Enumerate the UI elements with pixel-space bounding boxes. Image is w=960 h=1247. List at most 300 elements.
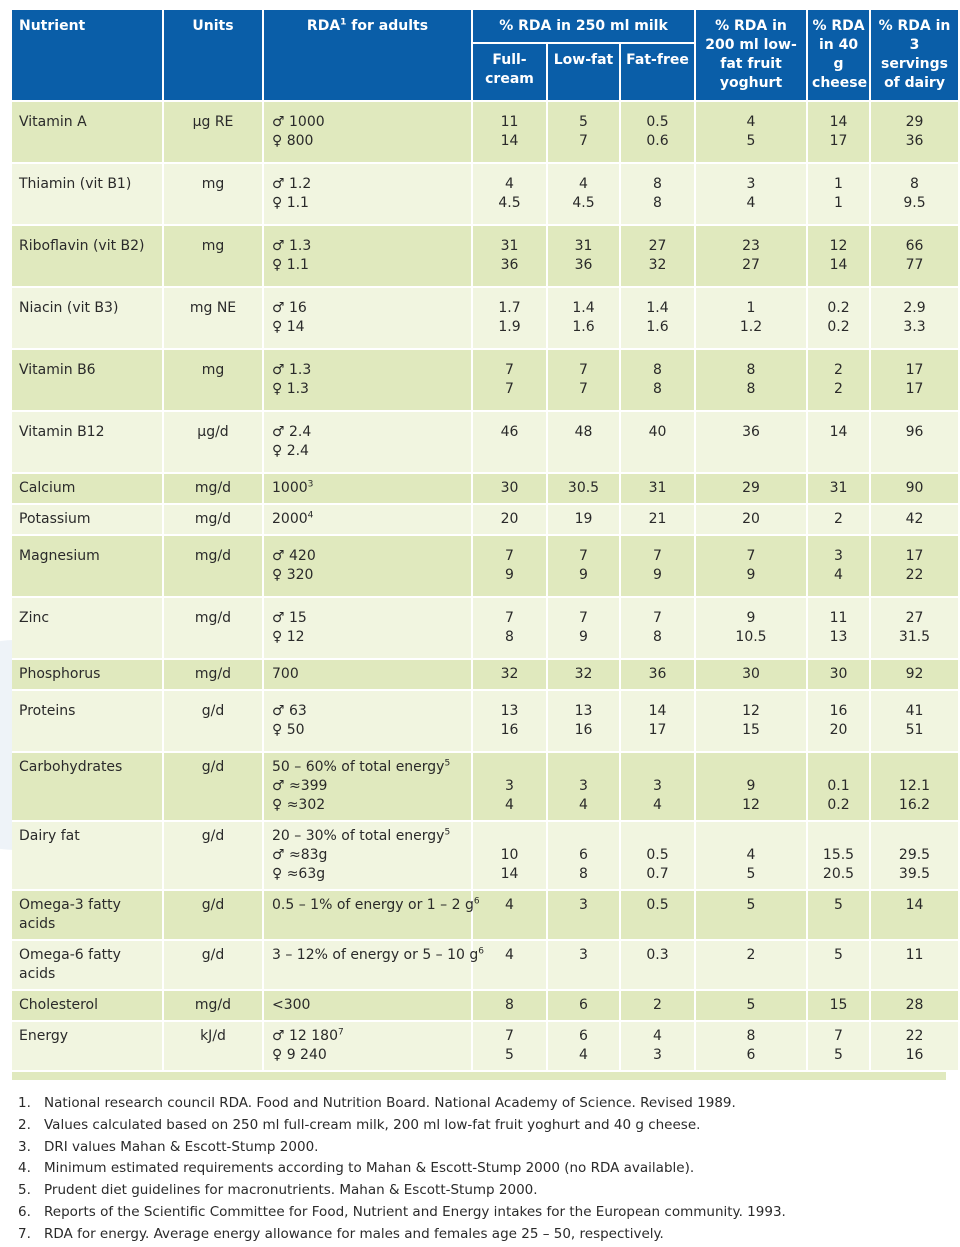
- rda-line-footnote-ref: 3: [307, 479, 314, 490]
- value-cheese: [808, 1022, 869, 1072]
- table-row: [12, 941, 958, 991]
- value-line: 11: [500, 114, 519, 130]
- value-line: 15: [742, 722, 760, 738]
- nutrient-unit: mg/d: [164, 598, 262, 660]
- table-row: [12, 505, 958, 536]
- value-cheese: [808, 350, 869, 412]
- value-line: 7: [505, 1028, 514, 1044]
- footnote-text: RDA for energy. Average energy allowance for males and females age 25 – 50, respectively.: [44, 1225, 664, 1242]
- rda-line: ♀ 320: [272, 567, 314, 583]
- value-line: 17: [648, 722, 667, 738]
- table-row: [12, 164, 958, 226]
- value-line: 7: [579, 362, 588, 378]
- value-cheese: [808, 226, 869, 288]
- value-line: 1: [746, 300, 756, 316]
- rda-line-text: 0.5 – 1% of energy or 1 – 2 g: [272, 897, 474, 913]
- value-line: 32: [500, 666, 519, 682]
- rda-heading-text: ♂ 12 180: [272, 1028, 338, 1044]
- value-low: [548, 941, 619, 991]
- value-line: 0.2: [827, 300, 850, 316]
- rda-value: [264, 536, 471, 598]
- value-line: 17: [905, 548, 924, 564]
- value-line: 4: [579, 1047, 588, 1063]
- nutrient-unit: mg/d: [164, 660, 262, 691]
- value-free: [621, 288, 694, 350]
- value-low: [548, 822, 619, 891]
- spacer: [552, 827, 615, 846]
- value-line: 16: [829, 703, 848, 719]
- value-line: 3: [579, 947, 588, 963]
- value-line: 2: [834, 511, 843, 527]
- value-line: 8: [505, 629, 514, 645]
- nutrient-name: Omega-3 fatty acids: [12, 891, 162, 941]
- value-full: [473, 164, 546, 226]
- value-line: 30: [500, 480, 519, 496]
- value-line: 2: [746, 947, 756, 963]
- footnote-number: 6.: [18, 1203, 31, 1220]
- rda-line-footnote-ref: 6: [473, 896, 480, 907]
- value-line: 17: [905, 381, 924, 397]
- nutrient-name: Calcium: [12, 474, 162, 505]
- value-low: [548, 660, 619, 691]
- value-line: 36: [500, 257, 519, 273]
- value-line: 22: [905, 1028, 924, 1044]
- header-rda: [264, 10, 471, 102]
- value-dairy: [871, 288, 958, 350]
- nutrient-unit: g/d: [164, 891, 262, 941]
- value-line: 17: [905, 362, 924, 378]
- value-line: 1.7: [498, 300, 521, 316]
- table-row: [12, 412, 958, 474]
- value-line: 90: [905, 480, 924, 496]
- value-dairy: [871, 164, 958, 226]
- value-line: 92: [905, 666, 924, 682]
- rda-line: ♀ 12: [272, 629, 305, 645]
- value-dairy: [871, 1022, 958, 1072]
- rda-line: ♂ 16: [272, 300, 307, 316]
- nutrient-unit: g/d: [164, 753, 262, 822]
- rda-line-footnote-ref: 4: [307, 510, 314, 521]
- value-line: 9.5: [903, 195, 926, 211]
- value-line: 0.3: [646, 947, 669, 963]
- rda-heading-footnote-ref: 5: [444, 758, 451, 769]
- footnote-number: 2.: [18, 1116, 31, 1133]
- value-line: 1: [834, 195, 843, 211]
- rda-line: ♂ 2.4: [272, 424, 312, 440]
- value-line: 0.5: [646, 114, 669, 130]
- spacer: [625, 827, 690, 846]
- value-line: 12.1: [898, 778, 931, 794]
- value-cheese: [808, 822, 869, 891]
- value-line: 29.5: [898, 847, 931, 863]
- table-row: [12, 350, 958, 412]
- value-free: [621, 691, 694, 753]
- value-line: 14: [905, 897, 924, 913]
- rda-value: [264, 164, 471, 226]
- nutrient-unit: g/d: [164, 822, 262, 891]
- spacer: [812, 758, 865, 777]
- value-low: [548, 598, 619, 660]
- value-cheese: [808, 991, 869, 1022]
- value-line: 27: [905, 610, 924, 626]
- value-line: 3: [653, 1047, 662, 1063]
- spacer: [625, 758, 690, 777]
- spacer: [812, 827, 865, 846]
- value-line: 36: [905, 133, 924, 149]
- nutrient-unit: mg NE: [164, 288, 262, 350]
- value-low: [548, 536, 619, 598]
- value-line: 29: [905, 114, 924, 130]
- rda-line: ♀ 2.4: [272, 443, 309, 459]
- value-line: 9: [579, 629, 588, 645]
- value-line: 20: [829, 722, 848, 738]
- value-line: 2: [834, 362, 843, 378]
- value-line: 16: [574, 722, 593, 738]
- value-yog: [696, 822, 806, 891]
- rda-line: ♂ 1000: [272, 114, 325, 130]
- value-full: [473, 505, 546, 536]
- nutrient-unit: g/d: [164, 941, 262, 991]
- rda-value: [264, 753, 471, 822]
- footnote-text: Prudent diet guidelines for macronutrients. Mahan & Escott-Stump 2000.: [44, 1182, 538, 1199]
- value-line: 29: [742, 480, 760, 496]
- value-line: 41: [905, 703, 924, 719]
- value-free: [621, 822, 694, 891]
- value-line: 12: [742, 797, 760, 813]
- value-low: [548, 164, 619, 226]
- value-line: 5: [505, 1047, 514, 1063]
- nutrient-name: Proteins: [12, 691, 162, 753]
- value-line: 8: [653, 381, 662, 397]
- value-dairy: [871, 412, 958, 474]
- value-line: 4: [653, 797, 662, 813]
- nutrient-name: Potassium: [12, 505, 162, 536]
- value-low: [548, 288, 619, 350]
- value-line: 6: [579, 847, 588, 863]
- rda-line-text: 1000: [272, 480, 308, 496]
- value-full: [473, 1022, 546, 1072]
- rda-line-text: 2000: [272, 511, 308, 527]
- rda-value: [264, 691, 471, 753]
- value-line: 9: [746, 778, 756, 794]
- value-dairy: [871, 536, 958, 598]
- value-yog: [696, 1022, 806, 1072]
- value-line: 17: [829, 133, 848, 149]
- value-line: 4.5: [572, 195, 595, 211]
- value-line: 3: [746, 176, 756, 192]
- value-free: [621, 412, 694, 474]
- value-line: 1.2: [739, 319, 763, 335]
- rda-value: [264, 505, 471, 536]
- value-free: [621, 350, 694, 412]
- value-line: 3: [579, 897, 588, 913]
- value-line: 1.4: [572, 300, 595, 316]
- table-row: [12, 691, 958, 753]
- value-line: 13: [500, 703, 519, 719]
- value-line: 7: [505, 610, 514, 626]
- rda-line: ♀ 800: [272, 133, 314, 149]
- value-line: 14: [829, 257, 848, 273]
- rda-line: [272, 510, 467, 529]
- value-yog: [696, 505, 806, 536]
- value-cheese: [808, 288, 869, 350]
- value-dairy: [871, 822, 958, 891]
- value-line: 8: [653, 629, 662, 645]
- value-line: 9: [505, 567, 514, 583]
- value-line: 4: [505, 176, 514, 192]
- rda-heading-footnote-ref: 5: [444, 827, 451, 838]
- value-line: 1.6: [646, 319, 669, 335]
- nutrient-name: Vitamin B6: [12, 350, 162, 412]
- nutrient-name: Thiamin (vit B1): [12, 164, 162, 226]
- header-nutrient: Nutrient: [12, 10, 162, 102]
- rda-value: [264, 102, 471, 164]
- table-row: [12, 474, 958, 505]
- value-line: 7: [505, 362, 514, 378]
- nutrient-name: Energy: [12, 1022, 162, 1072]
- nutrient-name: Riboflavin (vit B2): [12, 226, 162, 288]
- value-line: 7: [505, 548, 514, 564]
- value-low: [548, 753, 619, 822]
- value-free: [621, 536, 694, 598]
- spacer: [477, 758, 542, 777]
- value-line: 4.5: [498, 195, 521, 211]
- value-free: [621, 226, 694, 288]
- value-line: 4: [579, 176, 588, 192]
- value-yog: [696, 691, 806, 753]
- rda-value: [264, 474, 471, 505]
- value-line: 8: [910, 176, 919, 192]
- value-yog: [696, 991, 806, 1022]
- value-line: 14: [829, 114, 848, 130]
- value-dairy: [871, 474, 958, 505]
- value-line: 46: [500, 424, 519, 440]
- rda-line: ♀ 9 240: [272, 1047, 327, 1063]
- footnote-item: [18, 1224, 938, 1246]
- value-line: 27: [648, 238, 667, 254]
- value-line: 32: [648, 257, 667, 273]
- value-low: [548, 350, 619, 412]
- rda-heading: [272, 1027, 467, 1046]
- rda-line: ♂ 15: [272, 610, 307, 626]
- value-line: 16.2: [898, 797, 931, 813]
- rda-line-text: 3 – 12% of energy or 5 – 10 g: [272, 947, 479, 963]
- value-low: [548, 691, 619, 753]
- rda-value: [264, 891, 480, 941]
- nutrient-unit: μg RE: [164, 102, 262, 164]
- rda-line-footnote-ref: 6: [478, 946, 485, 957]
- footnote-text: National research council RDA. Food and Nutrition Board. National Academy of Science. Revised 1989.: [44, 1095, 736, 1111]
- footnote-text: Minimum estimated requirements according to Mahan & Escott-Stump 2000 (no RDA available).: [44, 1160, 695, 1177]
- value-line: 0.6: [646, 133, 669, 149]
- nutrient-unit: kJ/d: [164, 1022, 262, 1072]
- value-line: 5: [834, 1047, 843, 1063]
- value-dairy: [871, 891, 958, 941]
- nutrient-unit: mg: [164, 164, 262, 226]
- rda-value: [264, 822, 471, 891]
- value-line: 12: [742, 703, 760, 719]
- value-line: 19: [574, 511, 593, 527]
- value-free: [621, 505, 694, 536]
- rda-line: <300: [272, 997, 311, 1013]
- footnote-text: Reports of the Scientific Committee for Food, Nutrient and Energy intakes for the European community. 1993.: [44, 1203, 786, 1220]
- spacer: [875, 758, 954, 777]
- spacer: [477, 827, 542, 846]
- value-yog: [696, 164, 806, 226]
- value-full: [473, 691, 546, 753]
- value-yog: [696, 474, 806, 505]
- value-line: 48: [574, 424, 593, 440]
- rda-value: [264, 412, 471, 474]
- rda-line: ♂ 1.3: [272, 362, 312, 378]
- value-cheese: [808, 536, 869, 598]
- value-yog: [696, 660, 806, 691]
- value-line: 4: [505, 897, 514, 913]
- value-line: 2: [653, 997, 662, 1013]
- nutrient-unit: mg/d: [164, 991, 262, 1022]
- value-line: 30: [742, 666, 760, 682]
- value-line: 14: [500, 133, 519, 149]
- rda-value: [264, 941, 485, 991]
- value-line: 5: [746, 997, 756, 1013]
- value-yog: [696, 226, 806, 288]
- value-line: 9: [579, 567, 588, 583]
- spacer: [700, 758, 802, 777]
- rda-line: ♀ ≈63g: [272, 866, 326, 882]
- nutrient-unit: mg/d: [164, 505, 262, 536]
- value-line: 30: [829, 666, 848, 682]
- rda-line: ♀ 14: [272, 319, 305, 335]
- value-line: 13: [829, 629, 848, 645]
- value-low: [548, 505, 619, 536]
- table-row: [12, 536, 958, 598]
- value-cheese: [808, 598, 869, 660]
- value-low: [548, 474, 619, 505]
- value-full: [473, 536, 546, 598]
- value-line: 8: [746, 1028, 756, 1044]
- value-line: 7: [579, 548, 588, 564]
- value-line: 13: [574, 703, 593, 719]
- footnote-item: [18, 1093, 938, 1115]
- value-line: 14: [500, 866, 519, 882]
- value-line: 6: [579, 997, 588, 1013]
- nutrient-name: Carbohydrates: [12, 753, 162, 822]
- value-cheese: [808, 691, 869, 753]
- value-yog: [696, 288, 806, 350]
- value-full: [473, 660, 546, 691]
- value-low: [548, 1022, 619, 1072]
- footnote-item: [18, 1202, 938, 1224]
- rda-line: 700: [272, 666, 299, 682]
- value-line: 7: [746, 548, 756, 564]
- value-line: 4: [653, 1028, 662, 1044]
- rda-line: ♂ ≈399: [272, 778, 328, 794]
- value-dairy: [871, 753, 958, 822]
- header-rda-text: RDA: [306, 18, 341, 34]
- value-line: 32: [574, 666, 593, 682]
- value-full: [473, 350, 546, 412]
- value-cheese: [808, 505, 869, 536]
- table-row: [12, 822, 958, 891]
- value-line: 31: [500, 238, 519, 254]
- value-line: 3: [579, 778, 588, 794]
- rda-heading: [272, 827, 467, 846]
- table-row: [12, 991, 958, 1022]
- rda-line: ♂ ≈83g: [272, 847, 328, 863]
- table-row: [12, 226, 958, 288]
- header-units: Units: [164, 10, 262, 102]
- value-yog: [696, 598, 806, 660]
- value-full: [473, 822, 546, 891]
- value-line: 2: [834, 381, 843, 397]
- table-row: [12, 660, 958, 691]
- value-yog: [696, 350, 806, 412]
- value-yog: [696, 536, 806, 598]
- footnote-number: 7.: [18, 1225, 31, 1242]
- value-full: [473, 288, 546, 350]
- value-cheese: [808, 753, 869, 822]
- nutrient-unit: mg/d: [164, 474, 262, 505]
- value-line: 8: [746, 362, 756, 378]
- value-line: 15.5: [822, 847, 855, 863]
- value-low: [548, 891, 619, 941]
- table-body: [12, 102, 958, 1072]
- rda-line: ♀ ≈302: [272, 797, 326, 813]
- value-line: 1: [834, 176, 843, 192]
- header-milk-group: % RDA in 250 ml milk: [473, 10, 694, 44]
- value-line: 30.5: [567, 480, 600, 496]
- value-free: [621, 660, 694, 691]
- value-line: 22: [905, 567, 924, 583]
- table-row: [12, 1022, 958, 1072]
- value-free: [621, 164, 694, 226]
- value-line: 3: [834, 548, 843, 564]
- rda-heading-text: 50 – 60% of total energy: [272, 759, 445, 775]
- value-yog: [696, 941, 806, 991]
- value-line: 7: [834, 1028, 843, 1044]
- value-full: [473, 991, 546, 1022]
- footnote-number: 3.: [18, 1138, 31, 1155]
- value-low: [548, 226, 619, 288]
- value-full: [473, 474, 546, 505]
- rda-heading: [272, 758, 467, 777]
- value-line: 1.6: [572, 319, 595, 335]
- nutrient-unit: g/d: [164, 691, 262, 753]
- value-line: 8: [746, 381, 756, 397]
- footnote-number: 5.: [18, 1182, 31, 1199]
- footnote-number: 4.: [18, 1160, 31, 1177]
- footnote-item: [18, 1115, 938, 1137]
- nutrient-name: Zinc: [12, 598, 162, 660]
- value-free: [621, 474, 694, 505]
- table-row: [12, 891, 958, 941]
- value-line: 66: [905, 238, 924, 254]
- value-line: 8: [653, 176, 662, 192]
- value-line: 4: [505, 947, 514, 963]
- value-line: 15: [829, 997, 848, 1013]
- value-line: 20: [742, 511, 760, 527]
- value-line: 1.4: [646, 300, 669, 316]
- value-free: [621, 891, 694, 941]
- value-line: 28: [905, 997, 924, 1013]
- value-line: 5: [579, 114, 588, 130]
- rda-line: ♂ 1.3: [272, 238, 312, 254]
- rda-line: [272, 896, 480, 915]
- value-line: 42: [905, 511, 924, 527]
- nutrient-name: Vitamin A: [12, 102, 162, 164]
- value-line: 31: [829, 480, 848, 496]
- value-line: 0.5: [646, 897, 669, 913]
